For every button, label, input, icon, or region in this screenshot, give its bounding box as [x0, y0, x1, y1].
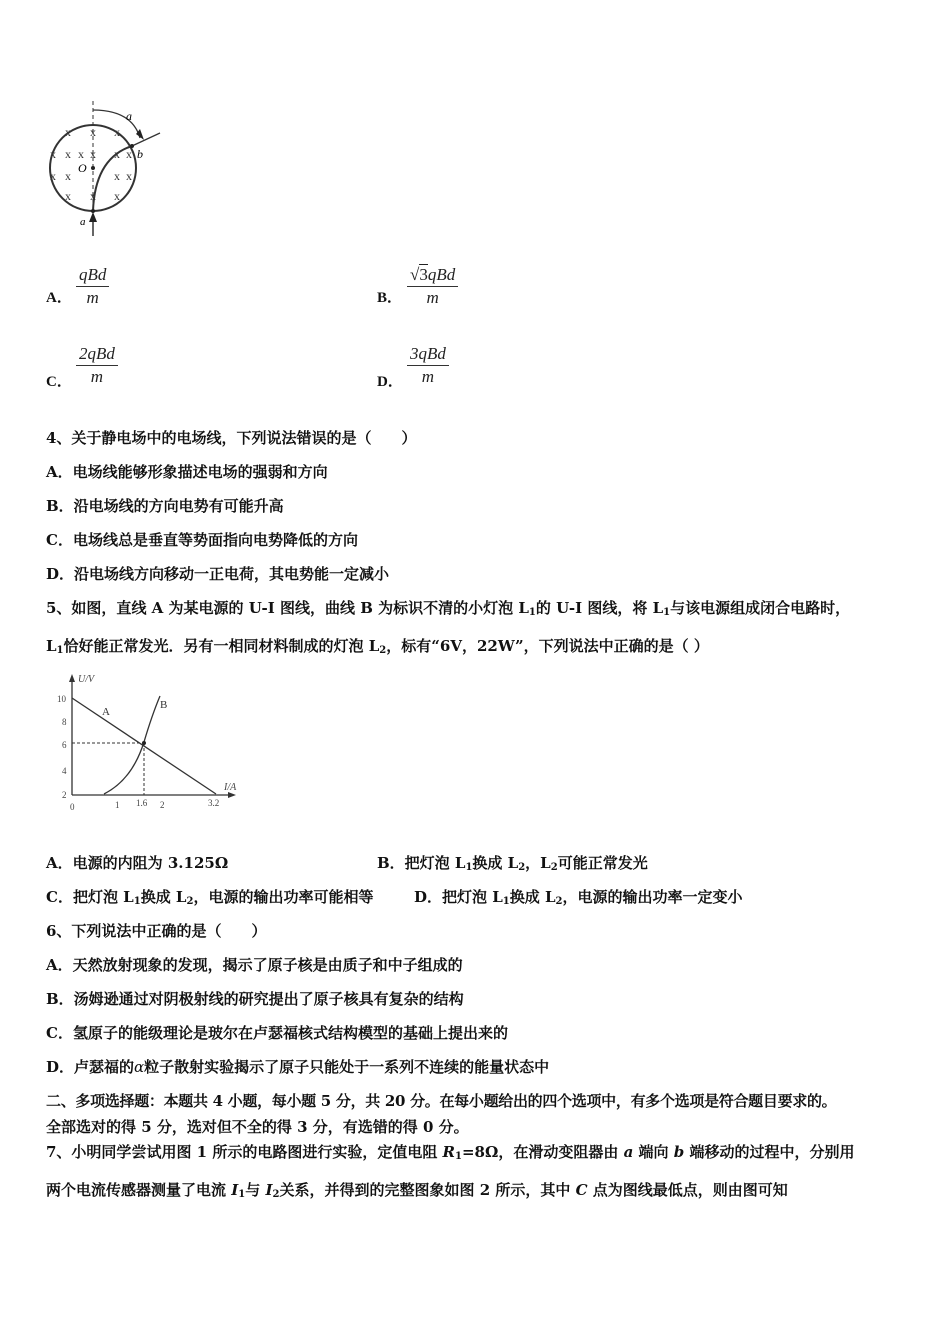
q6-option-b: B．汤姆逊通过对阴极射线的研究提出了原子核具有复杂的结构 [46, 990, 464, 1008]
x-tick-label: 2 [160, 800, 165, 810]
fraction-numerator: qBd [79, 265, 107, 284]
exit-ray [132, 133, 160, 146]
curve-b-label: B [160, 699, 168, 711]
label-a-bottom: a [80, 216, 86, 228]
q5-option-b: B．把灯泡 $L_1$换成 $L_2$，$L_2$可能正常发光 [377, 854, 648, 873]
q6-option-c: C．氢原子的能级理论是玻尔在卢瑟福核式结构模型的基础上提出来的 [46, 1024, 508, 1042]
point-o [91, 166, 95, 170]
q5-stem-line2: $L_1$恰好能正常发光．另有一相同材料制成的灯泡 $L_2$，标有“6V，22W”，下列说法中正确的是（ ） [46, 637, 709, 656]
x-tick-label: 1 [115, 800, 120, 810]
field-mark: x [114, 169, 120, 183]
x-axis-label: I/A [224, 782, 237, 793]
x-tick-label: 1.6 [136, 798, 148, 808]
label-o: O [78, 161, 87, 175]
curve-b [104, 696, 160, 794]
field-mark: x [50, 147, 56, 161]
q3-option-d-fraction [407, 343, 449, 388]
q6-option-a: A．天然放射现象的发现，揭示了原子核是由质子和中子组成的 [46, 956, 463, 974]
y-tick-label: 10 [57, 694, 66, 704]
field-mark: x [90, 189, 96, 203]
q4-option-b: B．沿电场线的方向电势有可能升高 [46, 497, 284, 515]
q5-option-a: A．电源的内阻为 3.125Ω [46, 854, 229, 872]
section2-heading-line2: 全部选对的得 5 分，选对但不全的得 3 分，有选错的得 0 分。 [46, 1118, 469, 1136]
q4-option-d: D．沿电场线方向移动一正电荷，其电势能一定减小 [46, 565, 390, 583]
q4-option-a: A．电场线能够形象描述电场的强弱和方向 [46, 463, 328, 481]
y-axis-label: U/V [78, 674, 95, 685]
section2-heading-line1: 二、多项选择题：本题共 4 小题，每小题 5 分，共 20 分。在每小题给出的四个选项中，有多个选项是符合题目要求的。 [46, 1092, 837, 1110]
point-a-bottom [91, 209, 95, 213]
curve-a-label: A [102, 706, 110, 718]
label-alpha: a [126, 109, 132, 123]
label-b: b [137, 147, 143, 161]
q5-stem-line1: 5、如图，直线 A 为某电源的 U-I 图线，曲线 B 为标识不清的小灯泡 $L_1$的 U-I 图线，将 $L_1$与该电源组成闭合电路时， [46, 599, 851, 618]
fraction-numerator: qBd [427, 265, 456, 284]
ui-graph [52, 670, 247, 815]
fraction-denominator: m [421, 367, 435, 386]
q6-option-d: D．卢瑟福的α粒子散射实验揭示了原子只能处于一系列不连续的能量状态中 [46, 1058, 550, 1076]
field-mark: x [78, 147, 84, 161]
q7-stem-line2: 两个电流传感器测量了电流 $I_1$与 $I_2$关系，并得到的完整图象如图 2 所示，其中 C 点为图线最低点，则由图可知 [46, 1181, 788, 1200]
magnetic-field-figure [40, 98, 170, 243]
q3-option-c-label: C． [46, 374, 72, 390]
fraction-numerator: 2qBd [79, 344, 115, 363]
q3-option-a-fraction [76, 264, 109, 309]
y-axis-arrow [69, 674, 75, 682]
q3-option-a-label: A． [46, 290, 72, 306]
q3-option-d-label: D． [377, 374, 403, 390]
field-mark: x [90, 125, 96, 139]
field-mark: x [114, 189, 120, 203]
y-tick-label: 2 [62, 790, 67, 800]
field-mark: x [114, 147, 120, 161]
x-tick-label: 0 [70, 802, 75, 812]
field-mark: x [65, 147, 71, 161]
fraction-denominator: m [86, 288, 99, 307]
fraction-denominator: m [90, 367, 104, 386]
y-tick-label: 6 [62, 740, 67, 750]
y-tick-label: 4 [62, 766, 67, 776]
q5-option-d: D．把灯泡 $L_1$换成 $L_2$，电源的输出功率一定变小 [414, 888, 743, 907]
alpha-symbol: α [134, 1058, 145, 1076]
y-tick-label: 8 [62, 717, 67, 727]
q4-stem: 4、关于静电场中的电场线，下列说法错误的是（ ） [46, 429, 417, 447]
field-mark: x [126, 169, 132, 183]
fraction-denominator: m [426, 288, 439, 307]
field-mark: x [65, 169, 71, 183]
sqrt-radicand: 3 [419, 265, 428, 284]
q6-stem: 6、下列说法中正确的是（ ） [46, 922, 267, 940]
field-mark: x [90, 147, 96, 161]
field-mark: x [114, 125, 120, 139]
q4-option-c: C．电场线总是垂直等势面指向电势降低的方向 [46, 531, 358, 549]
intersection-point [142, 741, 146, 745]
q7-stem-line1: 7、小明同学尝试用图 1 所示的电路图进行实验，定值电阻 $R_1=8\Omega$，在滑动变阻器由 a 端向 b 端移动的过程中，分别用 [46, 1143, 855, 1162]
q3-option-c-fraction [76, 343, 118, 388]
entry-arrow-head [89, 212, 97, 222]
q3-option-b-label: B． [377, 290, 403, 306]
sqrt-icon: √ [410, 265, 420, 284]
field-mark: x [65, 189, 71, 203]
fraction-numerator: 3qBd [410, 344, 446, 363]
field-mark: x [65, 125, 71, 139]
q5-option-c: C．把灯泡 $L_1$换成 $L_2$，电源的输出功率可能相等 [46, 888, 374, 907]
q3-option-b-fraction [407, 264, 458, 309]
field-mark: x [50, 169, 56, 183]
x-tick-label: 3.2 [208, 798, 220, 808]
field-mark: x [126, 147, 132, 161]
